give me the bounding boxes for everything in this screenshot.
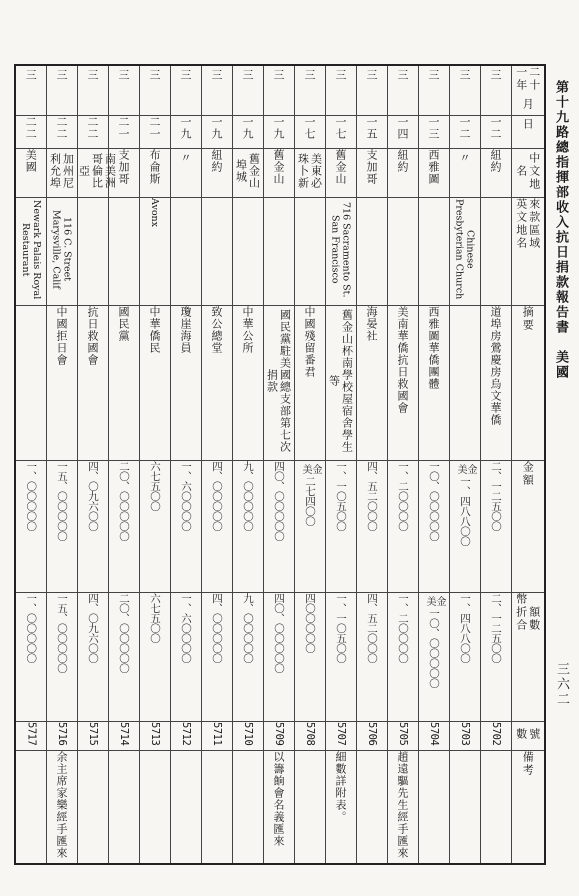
currency-label: 美金 — [457, 465, 478, 476]
day-cell — [387, 116, 418, 149]
month-cell — [480, 65, 511, 116]
en-place-cell — [449, 198, 480, 306]
receipt-number-cell — [108, 722, 139, 751]
receipt-number-cell — [263, 722, 294, 751]
en-place-text: 116 C. Street Marysville, Calif — [50, 210, 73, 289]
cn-place-cell — [15, 149, 46, 198]
en-place-text: Chinese Presbyterian Church — [453, 199, 476, 300]
amount-text: 一〇、〇〇〇〇〇 — [428, 461, 440, 541]
receipt-number-text: 5703 — [459, 722, 471, 746]
summary-text: 中國拒日會 — [55, 306, 68, 366]
remarks-text: 余主席家樂經手匯來 — [55, 751, 68, 859]
cn-place-cell — [387, 149, 418, 198]
converted-amount-text: 一、一〇五〇〇 — [335, 593, 347, 663]
column-header — [511, 751, 545, 865]
amount-text: 一、〇〇〇〇〇 — [25, 461, 38, 531]
summary-text: 抗日救國會 — [86, 306, 99, 366]
month-cell — [325, 65, 356, 116]
currency-label: 美金 — [302, 465, 323, 476]
header-label: 摘要 — [521, 306, 535, 332]
month-row — [15, 65, 545, 116]
converted-amount-text: 二、一二五〇〇 — [490, 593, 502, 663]
amount-cell — [77, 461, 108, 593]
amount-text: 四、〇九六〇〇 — [87, 461, 99, 531]
converted-amount-cell — [325, 593, 356, 722]
converted-amount-text: 四、〇九六〇〇 — [87, 593, 99, 663]
amount-text: 一、二〇〇〇〇 — [397, 461, 409, 531]
remarks-cell — [263, 751, 294, 865]
remarks-cell — [108, 751, 139, 865]
en-place-cell — [201, 198, 232, 306]
month-cell — [201, 65, 232, 116]
column-header — [511, 461, 545, 593]
header-label: 來款區域 — [527, 198, 541, 250]
month-text: 三 — [396, 69, 409, 81]
amt2-row — [15, 593, 545, 722]
remarks-cell — [201, 751, 232, 865]
en-place-cell — [263, 198, 294, 306]
receipt-number-cell — [232, 722, 263, 751]
receipt-number-text: 5715 — [87, 722, 99, 746]
cn-place-cell — [77, 149, 117, 198]
receipt-number-cell — [294, 722, 325, 751]
remarks-cell — [294, 751, 325, 865]
amount-cell — [139, 461, 170, 593]
remarks-cell — [46, 751, 77, 865]
converted-amount-cell — [232, 593, 263, 722]
en-place-cell — [15, 198, 46, 306]
converted-amount-text: 四、〇〇〇〇〇 — [211, 593, 223, 663]
remarks-text: 趙遠驅先生經手匯來 — [396, 751, 409, 859]
day-text: 二一 — [117, 116, 130, 140]
cn-place-cell — [46, 149, 77, 198]
receipt-number-text: 5702 — [490, 722, 502, 746]
summary-cell — [232, 306, 263, 461]
en-place-cell — [77, 198, 108, 306]
day-text: 一五 — [365, 116, 378, 140]
en-row — [15, 198, 545, 306]
summary-cell — [108, 306, 139, 461]
summary-text: 中華公所 — [241, 306, 254, 354]
header-label: 二十一年 — [514, 66, 541, 92]
currency-label: 美金 — [426, 597, 447, 608]
day-cell — [449, 116, 480, 149]
converted-amount-cell — [418, 593, 449, 722]
cn-place-text: 布侖斯 — [148, 149, 161, 185]
converted-amount-text: 一、四八八〇〇 — [459, 593, 471, 663]
amount-text: 四〇、〇〇〇〇〇 — [273, 461, 285, 541]
month-text: 三 — [272, 69, 285, 81]
summary-cell — [201, 306, 232, 461]
receipt-number-text: 5708 — [304, 722, 316, 746]
month-text: 三 — [117, 69, 130, 81]
en-place-cell — [232, 198, 263, 306]
amount-text: 九、〇〇〇〇〇 — [242, 461, 254, 531]
month-cell — [418, 65, 449, 116]
amount-cell — [15, 461, 46, 593]
summary-cell — [356, 306, 387, 461]
summary-cell — [46, 306, 77, 461]
converted-amount-text: 一、二〇〇〇〇 — [397, 593, 409, 663]
remarks-cell — [170, 751, 201, 865]
cn-place-text: 紐約 — [210, 149, 223, 173]
summary-text: 中華僑民 — [148, 306, 161, 354]
column-header — [511, 306, 545, 461]
month-cell — [15, 65, 46, 116]
summary-cell — [139, 306, 170, 461]
month-cell — [356, 65, 387, 116]
month-text: 三 — [458, 69, 471, 81]
month-cell — [139, 65, 170, 116]
month-text: 三 — [24, 69, 38, 81]
day-cell — [263, 116, 294, 149]
summary-text: 美南華僑抗日救國會 — [396, 306, 409, 414]
receipt-number-cell — [15, 722, 46, 751]
page-number: 三六二 — [554, 662, 569, 707]
receipt-number-text: 5716 — [56, 722, 68, 746]
receipt-number-cell — [77, 722, 108, 751]
cn-place-text: 西雅圖 — [427, 149, 440, 185]
day-text: 一九 — [241, 116, 254, 140]
month-cell — [108, 65, 139, 116]
cn-place-cell — [139, 149, 170, 198]
summary-cell — [387, 306, 418, 461]
receipt-number-cell — [387, 722, 418, 751]
month-text: 三 — [148, 69, 161, 81]
month-cell — [449, 65, 480, 116]
cn-place-cell — [325, 149, 356, 198]
receipt-number-cell — [418, 722, 449, 751]
cn-place-text: 〃 — [458, 152, 471, 164]
day-text: 二二 — [55, 116, 68, 140]
converted-amount-text: 二〇、〇〇〇〇〇 — [118, 593, 130, 673]
en-place-text: Newark Palais Royal Restaurant — [19, 199, 42, 300]
month-cell — [263, 65, 294, 116]
amount-text: 一五、〇〇〇〇〇 — [56, 461, 68, 541]
month-text: 三 — [55, 69, 68, 81]
en-place-cell — [108, 198, 139, 306]
en-place-text: 716 Sacramento St. San Francisco — [329, 201, 352, 298]
remark-row — [15, 751, 545, 865]
converted-amount-text: 一、六〇〇〇〇 — [180, 593, 192, 663]
day-cell — [15, 116, 46, 149]
day-text: 一四 — [396, 116, 409, 140]
remarks-cell — [480, 751, 511, 865]
converted-amount-text: 四〇〇〇〇〇 — [304, 593, 316, 653]
cn-place-text: 〃 — [179, 152, 192, 164]
summary-text: 國民黨駐美國總支部第七次捐款 — [265, 309, 292, 453]
day-cell — [77, 116, 108, 149]
column-header — [511, 116, 545, 149]
converted-amount-text: 四、五二〇〇〇 — [366, 593, 378, 663]
converted-amount-text: 六七五〇〇 — [149, 593, 161, 643]
summary-text: 西雅圖華僑團體 — [427, 306, 440, 390]
amount-text: 一、一〇五〇〇 — [335, 461, 347, 531]
column-header — [511, 593, 545, 722]
receipt-number-cell — [356, 722, 387, 751]
amount-cell — [325, 461, 356, 593]
amount-cell — [480, 461, 511, 593]
day-text: 一七 — [334, 116, 347, 140]
amount-text: 二七四〇〇 — [304, 476, 316, 526]
header-label: 額數 — [527, 606, 541, 632]
converted-amount-text: 九、〇〇〇〇〇 — [242, 593, 254, 663]
receipt-number-text: 5705 — [397, 722, 409, 746]
month-text: 三 — [241, 69, 254, 81]
receipt-number-cell — [201, 722, 232, 751]
summary-text: 海晏社 — [365, 306, 378, 342]
month-cell — [232, 65, 263, 116]
receipt-number-cell — [449, 722, 480, 751]
day-cell — [294, 116, 325, 149]
converted-amount-cell — [449, 593, 480, 722]
amt1-row — [15, 461, 545, 593]
converted-amount-cell — [46, 593, 77, 722]
day-text: 一二 — [458, 116, 471, 140]
no-row — [15, 722, 545, 751]
summary-text: 致公總堂 — [210, 306, 223, 354]
summary-text: 國民黨 — [117, 306, 130, 342]
en-place-cell — [418, 198, 449, 306]
en-place-cell — [170, 198, 201, 306]
converted-amount-text: 四〇、〇〇〇〇〇 — [273, 593, 285, 673]
month-text: 三 — [86, 69, 99, 81]
header-label: 日 — [521, 118, 535, 131]
remarks-cell — [15, 751, 46, 865]
header-label: 月 — [521, 98, 535, 111]
converted-amount-cell — [139, 593, 170, 722]
amount-cell — [418, 461, 449, 593]
converted-amount-cell — [108, 593, 139, 722]
summary-text: 道埠房鶯慶房烏文華僑 — [489, 306, 502, 426]
receipt-number-text: 5711 — [211, 722, 223, 746]
amount-cell — [294, 461, 325, 593]
summary-cell — [449, 306, 480, 461]
receipt-number-cell — [480, 722, 511, 751]
amount-cell — [449, 461, 480, 593]
day-cell — [325, 116, 356, 149]
remarks-text: 細數詳附表。 — [334, 751, 347, 823]
day-cell — [108, 116, 139, 149]
cn-place-cell — [356, 149, 387, 198]
remarks-cell — [77, 751, 108, 865]
cn-place-cell — [449, 149, 480, 198]
cn-place-cell — [232, 149, 263, 198]
day-cell — [232, 116, 263, 149]
cn-place-cell — [201, 149, 232, 198]
cn-place-cell — [263, 149, 294, 198]
month-text: 三 — [489, 69, 502, 81]
cn-place-text: 加州尼利允埠 — [48, 153, 75, 189]
receipt-number-text: 5709 — [273, 722, 285, 746]
converted-amount-cell — [263, 593, 294, 722]
converted-amount-cell — [77, 593, 108, 722]
summary-cell — [170, 306, 201, 461]
cn-place-text: 美國 — [24, 149, 38, 173]
month-text: 三 — [427, 69, 440, 81]
remarks-cell — [325, 751, 356, 865]
day-cell — [356, 116, 387, 149]
cn-place-text: 舊金山 — [272, 149, 285, 185]
summary-text: 中國殘留番君 — [303, 306, 316, 378]
converted-amount-cell — [480, 593, 511, 722]
converted-amount-cell — [356, 593, 387, 722]
header-label: 金額 — [521, 461, 535, 487]
summary-cell — [77, 306, 108, 461]
receipt-number-text: 5704 — [428, 722, 440, 746]
month-cell — [46, 65, 77, 116]
receipt-number-text: 5714 — [118, 722, 130, 746]
amount-cell — [46, 461, 77, 593]
cn-place-cell — [170, 149, 201, 198]
summary-cell — [15, 306, 46, 461]
day-text: 一九 — [179, 116, 192, 140]
cn-place-cell — [480, 149, 511, 198]
remarks-cell — [387, 751, 418, 865]
remarks-cell — [356, 751, 387, 865]
amount-text: 六七五〇〇 — [149, 461, 161, 511]
converted-amount-text: 一、〇〇〇〇〇 — [25, 593, 38, 663]
amount-text: 一、六〇〇〇〇 — [180, 461, 192, 531]
amount-text: 四、〇〇〇〇〇 — [211, 461, 223, 531]
receipt-number-text: 5717 — [25, 722, 38, 746]
summary-cell — [263, 306, 294, 461]
column-header — [511, 65, 545, 116]
receipt-number-cell — [46, 722, 77, 751]
cn-place-text: 支加哥 — [365, 149, 378, 185]
converted-amount-cell — [387, 593, 418, 722]
cn-place-cell — [294, 149, 325, 198]
remarks-cell — [418, 751, 449, 865]
day-cell — [480, 116, 511, 149]
cn-place-text: 舊金山 — [334, 149, 347, 185]
day-cell — [139, 116, 170, 149]
en-place-cell — [325, 198, 356, 306]
en-place-cell — [387, 198, 418, 306]
month-cell — [170, 65, 201, 116]
amount-cell — [232, 461, 263, 593]
month-cell — [77, 65, 108, 116]
cn-place-text: 舊金山埠城 — [234, 153, 261, 189]
month-text: 三 — [334, 69, 347, 81]
header-label: 備考 — [521, 751, 535, 777]
sum-row — [15, 306, 545, 461]
en-place-cell — [294, 198, 325, 306]
column-header — [511, 198, 545, 306]
header-label: 英文地名 — [514, 198, 528, 250]
cn-place-text: 美東必珠卜新 — [296, 153, 323, 189]
cn-place-cell — [418, 149, 449, 198]
amount-text: 二、一二五〇〇 — [490, 461, 502, 531]
amount-text: 四、五二〇〇〇 — [366, 461, 378, 531]
converted-amount-cell — [294, 593, 325, 722]
header-label: 號數 — [514, 727, 541, 741]
summary-text: 瓊崖海員 — [179, 306, 192, 354]
en-place-text: Avonx — [149, 198, 160, 228]
summary-cell — [418, 306, 449, 461]
day-text: 一二 — [489, 116, 502, 140]
place-row — [15, 149, 545, 198]
day-text: 一九 — [210, 116, 223, 140]
month-text: 三 — [365, 69, 378, 81]
receipt-number-text: 5713 — [149, 722, 161, 746]
amount-text: 一、四八八〇〇 — [459, 476, 471, 546]
month-text: 三 — [210, 69, 223, 81]
amount-cell — [387, 461, 418, 593]
cn-place-text: 支加哥 — [117, 149, 130, 185]
day-text: 二二 — [24, 116, 38, 140]
amount-cell — [356, 461, 387, 593]
converted-amount-cell — [201, 593, 232, 722]
month-text: 三 — [303, 69, 316, 81]
receipt-number-cell — [325, 722, 356, 751]
converted-amount-text: 一五、〇〇〇〇〇 — [56, 593, 68, 673]
remarks-cell — [232, 751, 263, 865]
summary-cell — [480, 306, 511, 461]
converted-amount-cell — [15, 593, 46, 722]
day-row — [15, 116, 545, 149]
en-place-cell — [139, 198, 170, 306]
summary-text: 舊金山杯南學校屋宿舍學生等 — [327, 309, 354, 453]
day-text: 一七 — [303, 116, 316, 140]
header-label: 中文地名 — [514, 151, 541, 191]
en-place-cell — [46, 198, 77, 306]
cn-place-text: 紐約 — [489, 149, 502, 173]
cn-place-text: 紐約 — [396, 149, 409, 173]
day-cell — [201, 116, 232, 149]
amount-text: 二〇、〇〇〇〇〇 — [118, 461, 130, 541]
month-cell — [294, 65, 325, 116]
day-text: 二一 — [148, 116, 161, 140]
receipt-number-text: 5707 — [335, 722, 347, 746]
remarks-cell — [449, 751, 480, 865]
day-text: 一九 — [272, 116, 285, 140]
remarks-text: 以籌餉會名義匯來 — [272, 751, 285, 847]
receipt-number-text: 5712 — [180, 722, 192, 746]
day-cell — [418, 116, 449, 149]
day-cell — [170, 116, 201, 149]
header-label: 幣折合 — [514, 593, 528, 632]
summary-cell — [325, 306, 356, 461]
receipt-number-cell — [139, 722, 170, 751]
receipt-number-text: 5706 — [366, 722, 378, 746]
summary-cell — [294, 306, 325, 461]
column-header — [511, 722, 545, 751]
en-place-cell — [356, 198, 387, 306]
converted-amount-cell — [170, 593, 201, 722]
day-text: 一三 — [427, 116, 440, 140]
cn-place-text: 南美洲哥倫比亞 — [77, 153, 117, 189]
month-cell — [387, 65, 418, 116]
amount-cell — [201, 461, 232, 593]
month-text: 三 — [179, 69, 192, 81]
column-header — [511, 149, 545, 198]
page-title: 第十九路總指揮部收入抗日捐款報告書 美國 — [553, 80, 568, 380]
receipt-number-text: 5710 — [242, 722, 254, 746]
amount-cell — [263, 461, 294, 593]
day-text: 二二 — [86, 116, 99, 140]
day-cell — [46, 116, 77, 149]
converted-amount-text: 一〇、〇〇〇〇〇 — [428, 608, 440, 688]
en-place-cell — [480, 198, 511, 306]
receipt-number-cell — [170, 722, 201, 751]
remarks-cell — [139, 751, 170, 865]
donation-ledger-table — [14, 64, 546, 865]
amount-cell — [170, 461, 201, 593]
amount-cell — [108, 461, 139, 593]
